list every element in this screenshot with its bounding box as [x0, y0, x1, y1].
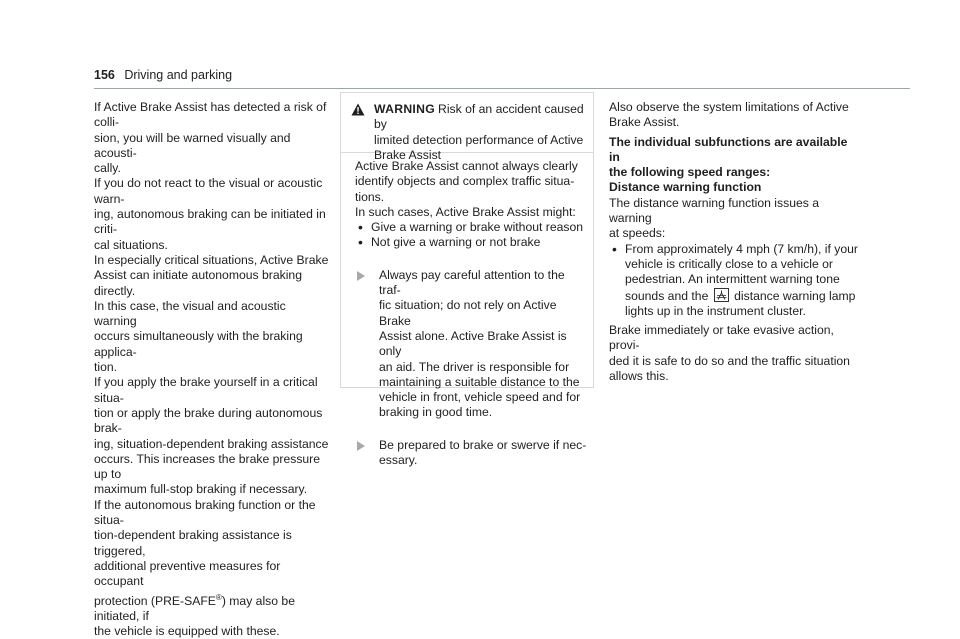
distance-warning-lamp-icon	[714, 288, 729, 302]
bullet-icon: •	[358, 219, 363, 236]
column-left	[94, 100, 329, 639]
paragraph-distance-warning: The distance warning function issues a warning at speeds:	[609, 195, 820, 241]
bullet-icon: •	[612, 240, 617, 257]
list-item	[355, 235, 587, 250]
warning-body	[355, 159, 587, 468]
step-text: Be prepared to brake or swerve if nec- essary.	[379, 437, 587, 468]
section-heading: The individual subfunctions are available in the following speed ranges:	[609, 134, 848, 180]
warning-label: WARNING	[374, 102, 436, 116]
paragraph-pre-safe	[94, 498, 329, 639]
pre-safe-text-b: ) may also be initiated, if the vehicle is equipped with these.	[94, 593, 295, 639]
warning-triangle-icon	[351, 103, 365, 116]
section-title: Driving and parking	[124, 68, 233, 82]
column-right	[609, 100, 859, 384]
bullet-text-a: From approximately 4 mph (7 km/h), if your vehicle is critically close to a vehicle or pedestrian. An intermittent warning tone sounds and the	[625, 241, 858, 303]
warning-risk-text: Risk of an accident caused by limited detection performance of Active Brake Assist	[374, 102, 584, 162]
instruction-step	[355, 438, 587, 469]
subsection-heading: Distance warning function	[609, 180, 762, 195]
list-item	[355, 220, 587, 235]
paragraph-risk-detected: If Active Brake Assist has detected a risk of colli- sion, you will be warned visually and acousti- cally.	[94, 100, 327, 176]
step-text: Always pay careful attention to the traf- fic situation; do not rely on Active Brake Assist alone. Active Brake Assist is only an aid. The driver is responsible for maintaining a suitable distance to the vehicle in front, vehicle speed and for braking in good time.	[379, 267, 581, 420]
bullet-text: Give a warning or brake without reason	[371, 220, 584, 235]
warning-lead: In such cases, Active Brake Assist might:	[355, 204, 576, 219]
warning-header	[341, 93, 593, 162]
paragraph-no-reaction: If you do not react to the visual or acoustic warn- ing, autonomous braking can be initiated in criti- cal situations.	[94, 176, 326, 252]
registered-mark: ®	[215, 592, 222, 602]
step-arrow-icon	[357, 441, 365, 451]
paragraph-system-limitations: Also observe the system limitations of Active Brake Assist.	[609, 100, 849, 130]
step-arrow-icon	[357, 271, 365, 281]
paragraph-critical-situations: In especially critical situations, Active Brake Assist can initiate autonomous braking directly. In this case, the visual and acoustic warning occurs simultaneously with the braking applica- tion.	[94, 252, 329, 375]
page-header	[94, 68, 232, 82]
pre-safe-text-a: If the autonomous braking function or the situa- tion-dependent braking assistance is triggered, additional preventive measures for occupant protection (PRE-SAFE	[94, 497, 316, 608]
warning-box	[340, 92, 594, 468]
bullet-text: Not give a warning or not brake	[371, 235, 541, 250]
bullet-icon: •	[358, 234, 363, 251]
bullet-text-b: distance warning lamp lights up in the instrument cluster.	[625, 288, 856, 318]
list-item	[609, 242, 859, 319]
instruction-step	[355, 268, 587, 421]
speed-bullet-list	[609, 242, 859, 319]
warning-intro: Active Brake Assist cannot always clearly identify objects and complex traffic situa- tions.	[355, 159, 578, 204]
header-rule	[94, 88, 910, 89]
paragraph-apply-brake: If you apply the brake yourself in a critical situa- tion or apply the brake during autonomous brak- ing, situation-dependent braking assistance occurs. This increases the brake pressure up to maximum full-stop braking if necessary.	[94, 375, 329, 497]
paragraph-brake-immediately: Brake immediately or take evasive action, provi- ded it is safe to do so and the traffic situation allows this.	[609, 323, 850, 384]
page-number: 156	[94, 68, 115, 82]
warning-title	[374, 102, 584, 163]
warning-bullet-list	[355, 220, 587, 251]
